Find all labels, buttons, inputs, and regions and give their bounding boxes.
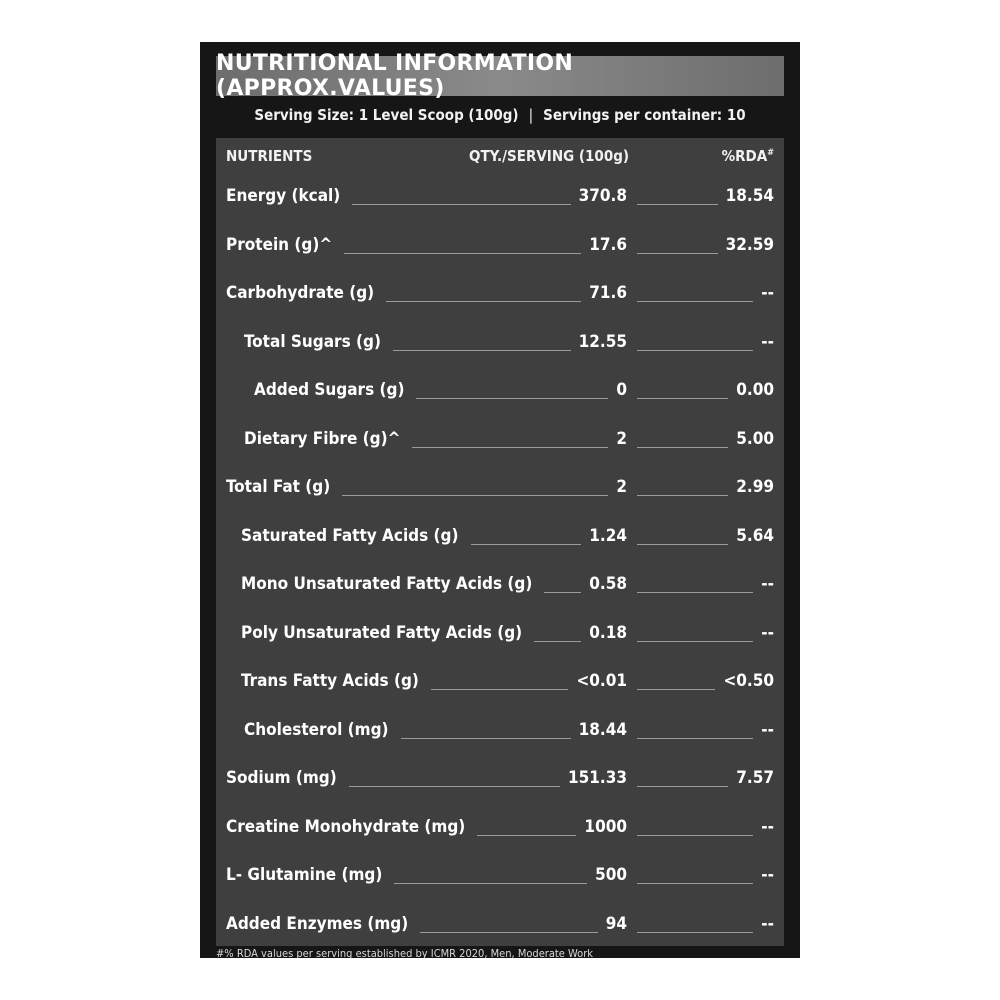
leader-line xyxy=(637,544,728,545)
leader-line xyxy=(637,447,728,448)
leader-line xyxy=(349,786,560,787)
nutrient-rda: -- xyxy=(761,719,774,740)
nutrient-rda: 5.00 xyxy=(736,428,774,449)
leader-line xyxy=(431,689,568,690)
leader-line xyxy=(637,689,715,690)
nutrient-name: Carbohydrate (g) xyxy=(226,283,375,303)
nutrient-rda: -- xyxy=(761,816,774,837)
leader-line xyxy=(637,592,753,593)
nutrient-qty: 1000 xyxy=(584,816,627,837)
leader-line xyxy=(637,301,753,302)
rda-footnote-mark: # xyxy=(767,148,774,158)
nutrient-qty: 2 xyxy=(616,477,627,497)
leader-line xyxy=(412,447,608,448)
nutrient-qty: 151.33 xyxy=(567,768,627,788)
leader-line xyxy=(534,641,581,642)
table-row xyxy=(216,900,784,948)
leader-line xyxy=(471,544,581,545)
nutrient-qty: 370.8 xyxy=(578,186,627,206)
nutrient-rda: -- xyxy=(761,574,774,594)
table-row xyxy=(216,415,784,463)
leader-line xyxy=(420,932,598,933)
leader-line xyxy=(637,495,728,496)
nutrient-name: Sodium (mg) xyxy=(226,768,337,788)
leader-line xyxy=(637,350,753,351)
leader-line xyxy=(637,932,753,933)
table-row xyxy=(216,318,784,366)
leader-line xyxy=(393,350,571,351)
table-header xyxy=(216,138,784,174)
leader-line xyxy=(477,835,576,836)
leader-line xyxy=(637,738,753,739)
nutrient-name: Mono Unsaturated Fatty Acids (g) xyxy=(241,574,533,594)
nutrient-qty: 0.58 xyxy=(589,574,627,594)
nutrient-qty: 0.18 xyxy=(589,622,627,643)
leader-line xyxy=(544,592,581,593)
serving-size: Serving Size: 1 Level Scoop (100g) xyxy=(254,106,519,124)
nutrient-qty: 18.44 xyxy=(578,719,627,740)
nutrient-name: Trans Fatty Acids (g) xyxy=(241,671,419,691)
leader-line xyxy=(637,835,753,836)
table-row xyxy=(216,560,784,608)
nutrient-name: Protein (g)^ xyxy=(226,234,333,255)
nutrient-rda: 2.99 xyxy=(736,477,774,497)
serving-info xyxy=(200,100,800,130)
footnote: #% RDA values per serving established by ICMR 2020, Men, Moderate Work xyxy=(216,948,594,958)
table-row xyxy=(216,803,784,851)
header-rda: %RDA# xyxy=(721,147,774,165)
leader-line xyxy=(344,253,581,254)
nutrient-qty: 12.55 xyxy=(578,331,627,352)
leader-line xyxy=(637,253,718,254)
nutrient-qty: 2 xyxy=(616,428,627,449)
nutrient-qty: <0.01 xyxy=(576,671,627,691)
leader-line xyxy=(352,204,571,205)
nutrient-name: Saturated Fatty Acids (g) xyxy=(241,525,459,546)
nutrient-name: L- Glutamine (mg) xyxy=(226,865,383,885)
servings-per-container: Servings per container: 10 xyxy=(543,106,746,124)
table-row xyxy=(216,172,784,220)
leader-line xyxy=(342,495,608,496)
nutrient-qty: 500 xyxy=(595,865,627,885)
nutrition-panel xyxy=(200,42,800,958)
table-row xyxy=(216,657,784,705)
nutrient-name: Energy (kcal) xyxy=(226,186,341,206)
nutrient-rda: <0.50 xyxy=(723,671,774,691)
nutrient-rda: 32.59 xyxy=(725,234,774,255)
leader-line xyxy=(637,204,718,205)
leader-line xyxy=(637,786,728,787)
header-qty: QTY./SERVING (100g) xyxy=(469,147,630,165)
table-row xyxy=(216,851,784,899)
leader-line xyxy=(637,398,728,399)
leader-line xyxy=(416,398,608,399)
nutrient-name: Added Enzymes (mg) xyxy=(226,913,409,934)
nutrient-rda: -- xyxy=(761,283,774,303)
nutrient-name: Total Fat (g) xyxy=(226,477,331,497)
nutrient-name: Creatine Monohydrate (mg) xyxy=(226,816,466,837)
nutrient-name: Poly Unsaturated Fatty Acids (g) xyxy=(241,622,523,643)
nutrient-name: Cholesterol (mg) xyxy=(244,719,389,740)
leader-line xyxy=(401,738,571,739)
nutrition-table xyxy=(216,138,784,946)
nutrient-rda: 18.54 xyxy=(725,186,774,206)
table-row xyxy=(216,463,784,511)
table-row xyxy=(216,512,784,560)
table-row xyxy=(216,221,784,269)
nutrient-qty: 17.6 xyxy=(589,234,627,255)
nutrient-name: Added Sugars (g) xyxy=(254,380,405,400)
panel-title: NUTRITIONAL INFORMATION (APPROX.VALUES) xyxy=(216,56,784,96)
nutrient-rda: -- xyxy=(761,913,774,934)
leader-line xyxy=(637,641,753,642)
nutrient-rda: 7.57 xyxy=(736,768,774,788)
header-nutrients: NUTRIENTS xyxy=(226,147,313,165)
nutrient-qty: 1.24 xyxy=(589,525,627,546)
leader-line xyxy=(386,301,581,302)
table-row xyxy=(216,754,784,802)
nutrient-rda: -- xyxy=(761,331,774,352)
leader-line xyxy=(637,883,753,884)
nutrient-qty: 71.6 xyxy=(589,283,627,303)
nutrient-qty: 0 xyxy=(616,380,627,400)
table-row xyxy=(216,706,784,754)
nutrient-qty: 94 xyxy=(605,913,627,934)
nutrient-rda: -- xyxy=(761,622,774,643)
nutrient-rda: 5.64 xyxy=(736,525,774,546)
nutrient-rda: -- xyxy=(761,865,774,885)
leader-line xyxy=(394,883,587,884)
table-row xyxy=(216,269,784,317)
nutrient-rda: 0.00 xyxy=(736,380,774,400)
table-row xyxy=(216,366,784,414)
table-row xyxy=(216,609,784,657)
serving-separator: | xyxy=(528,106,534,124)
nutrient-name: Total Sugars (g) xyxy=(244,331,381,352)
nutrient-name: Dietary Fibre (g)^ xyxy=(244,428,401,449)
